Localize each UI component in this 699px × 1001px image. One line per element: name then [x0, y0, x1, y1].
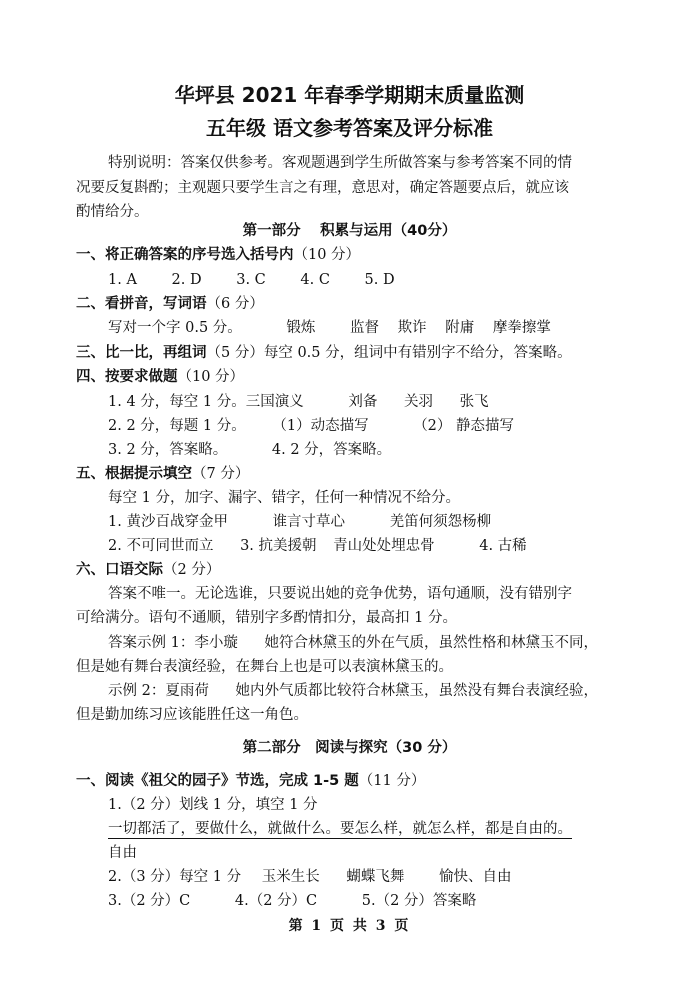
part2-title: 第二部分 阅读与探究（30 分）: [242, 740, 457, 756]
part1-q6-p1-line2: 可给满分。语句不通顺，错别字多酌情扣分，最高扣 1 分。: [76, 610, 457, 626]
answer: 2. D: [171, 272, 202, 288]
part1-q6-ex1-line2: 但是她有舞台表演经验，在舞台上也是可以表演林黛玉的。: [76, 659, 453, 675]
answer: 张飞: [459, 394, 489, 410]
part1-q6-ex2-line2: 但是勤加练习应该能胜任这一角色。: [76, 707, 308, 723]
answer: 4. C: [300, 272, 330, 288]
example-label: 答案示例 1：李小璇: [108, 635, 238, 651]
answer: （1）动态描写: [272, 418, 369, 434]
note-line1: 特别说明：答案仅供参考。客观题遇到学生所做答案与参考答案不同的情: [108, 155, 572, 171]
part2-q1-item1-blank: 自由: [108, 845, 137, 861]
example-text: 她符合林黛玉的外在气质，虽然性格和林黛玉不同，: [264, 635, 598, 651]
answer: 1. 黄沙百战穿金甲: [108, 514, 228, 530]
heading-label: 五、根据提示填空: [76, 466, 192, 482]
note-line3: 酌情给分。: [76, 204, 149, 220]
heading-label: 二、看拼音，写词语: [76, 296, 207, 312]
answer: 3.（2 分）C: [108, 893, 191, 909]
part1-q6-ex1-line1: [108, 633, 639, 653]
part1-q2-answers: [108, 318, 639, 338]
answer: 监督: [350, 320, 379, 336]
answer: 欺诈: [397, 320, 427, 336]
rule-text: 1. 4 分，每空 1 分。三国演义: [108, 394, 304, 410]
score-label: （5 分）: [206, 345, 264, 361]
part1-q5-heading: [76, 464, 639, 484]
answer: 5.（2 分）答案略: [361, 893, 477, 909]
note-line2: 况要反复斟酌；主观题只要学生言之有理，意思对，确定答题要点后，就应该: [76, 180, 569, 196]
answer: 玉米生长: [261, 869, 320, 885]
answer: 1. A: [108, 272, 137, 288]
answer: （2） 静态描写: [413, 418, 515, 434]
part1-q5-row2: [108, 536, 639, 556]
page-footer: 第 1 页 共 3 页: [288, 918, 411, 934]
score-label: （2 分）: [163, 562, 221, 578]
answer: 蝴蝶飞舞: [346, 869, 405, 885]
part2-q1-item1-underlined: [108, 819, 639, 839]
heading-label: 一、将正确答案的序号选入括号内: [76, 247, 294, 263]
heading-label: 六、口语交际: [76, 562, 163, 578]
part2-q1-item2: [108, 867, 639, 887]
part1-q6-p1-line1: 答案不唯一。无论选谁，只要说出她的竞争优势，语句通顺，没有错别字: [108, 586, 572, 602]
part2-q1-item3-5: [108, 891, 639, 911]
part1-q5-rule: 每空 1 分，加字、漏字、错字，任何一种情况不给分。: [108, 490, 460, 506]
answer: 关羽: [403, 394, 433, 410]
answer: 刘备: [348, 394, 378, 410]
answer: 4.（2 分）C: [234, 893, 318, 909]
rule-text: 写对一个字 0.5 分。: [108, 320, 242, 336]
score-label: （11 分）: [358, 773, 426, 789]
part1-q4-item3-4: [108, 440, 639, 460]
part1-q3-heading: [76, 343, 639, 363]
answer: 3. C: [236, 272, 266, 288]
doc-title-line1: 华坪县 2021 年春季学期期末质量监测: [174, 83, 525, 107]
answer: 锻炼: [286, 320, 316, 336]
part1-q6-ex2-line1: [108, 681, 639, 701]
answer: 4. 2 分，答案略。: [271, 442, 392, 458]
heading-label: 四、按要求做题: [76, 369, 178, 385]
score-label: （10 分）: [293, 247, 361, 263]
answer: 羌笛何须怨杨柳: [389, 514, 492, 530]
answer: 谁言寸草心: [272, 514, 346, 530]
answer: 愉快、自由: [438, 869, 512, 885]
answer: 5. D: [364, 272, 395, 288]
part2-q1-heading: [76, 771, 639, 791]
answer: 摩拳擦掌: [492, 320, 551, 336]
rule-text: 每空 0.5 分，组词中有错别字不给分，答案略。: [263, 345, 572, 361]
answer: 3. 抗美援朝: [240, 538, 317, 554]
example-label: 示例 2：夏雨荷: [108, 683, 209, 699]
answer: 4. 古稀: [479, 538, 527, 554]
score-label: （10 分）: [177, 369, 245, 385]
part1-q4-item2: [108, 416, 639, 436]
heading-label: 三、比一比，再组词: [76, 345, 207, 361]
part1-q1-answers: [108, 270, 639, 290]
score-label: （7 分）: [192, 466, 250, 482]
answer: 3. 2 分，答案略。: [108, 442, 228, 458]
part1-q2-heading: [76, 294, 639, 314]
part2-q1-item1-rule: 1.（2 分）划线 1 分，填空 1 分: [108, 797, 318, 813]
part1-q4-heading: [76, 367, 639, 387]
part1-title: 第一部分 积累与运用（40分）: [242, 223, 457, 239]
answer: 附庸: [445, 320, 475, 336]
doc-title-line2: 五年级 语文参考答案及评分标准: [206, 116, 493, 140]
part1-q4-item1: [108, 392, 639, 412]
underlined-sentence: 一切都活了，要做什么，就做什么。要怎么样，就怎么样，都是自由的。: [108, 821, 572, 837]
part1-q5-row1: [108, 512, 639, 532]
example-text: 她内外气质都比较符合林黛玉，虽然没有舞台表演经验，: [235, 683, 598, 699]
answer: 青山处处埋忠骨: [333, 538, 435, 554]
heading-label: 一、阅读《祖父的园子》节选，完成 1-5 题: [76, 773, 359, 789]
rule-text: 2. 2 分，每题 1 分。: [108, 418, 246, 434]
answer: 2. 不可同世而立: [108, 538, 214, 554]
rule-text: 2.（3 分）每空 1 分: [108, 869, 242, 885]
part1-q1-heading: [76, 245, 639, 265]
part1-q6-heading: [76, 560, 639, 580]
score-label: （6 分）: [206, 296, 264, 312]
